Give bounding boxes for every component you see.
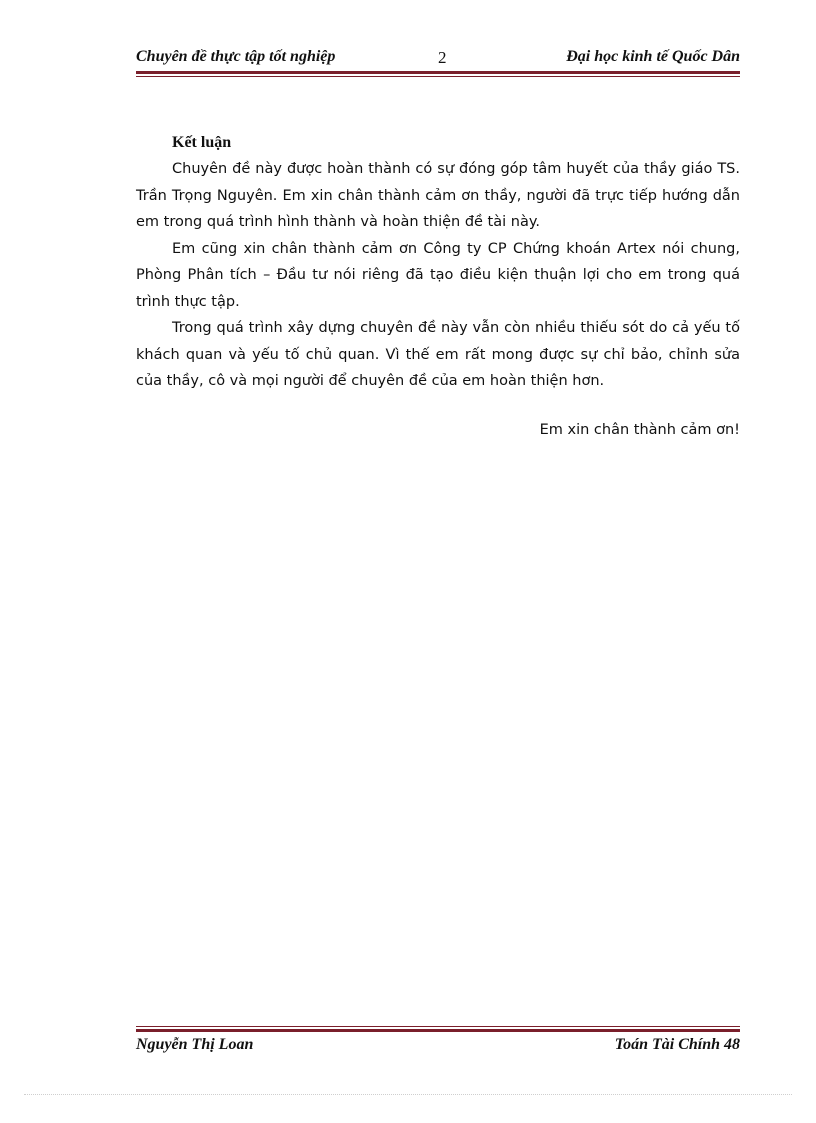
paragraph: Chuyên đề này được hoàn thành có sự đóng góp tâm huyết của thầy giáo TS. Trần Trọng Nguyên. Em xin chân thành cảm ơn thầy, người đã trực tiếp hướng dẫn em trong quá trình hình thành và hoàn thiện đề tài này. xyxy=(136,161,740,230)
footer-rule-thick xyxy=(136,1029,740,1032)
paragraph: Trong quá trình xây dựng chuyên đề này vẫn còn nhiều thiếu sót do cả yếu tố khách quan và yếu tố chủ quan. Vì thế em rất mong được sự chỉ bảo, chỉnh sửa của thầy, cô và mọi người để chuyên đề của em hoàn thiện hơn. xyxy=(136,320,740,389)
page-boundary-line xyxy=(24,1094,792,1095)
header-page-number: 2 xyxy=(438,48,447,67)
paragraph: Em cũng xin chân thành cảm ơn Công ty CP Chứng khoán Artex nói chung, Phòng Phân tích – Đầu tư nói riêng đã tạo điều kiện thuận lợi cho em trong quá trình thực tập. xyxy=(136,240,740,310)
footer-rule-thin xyxy=(136,1026,740,1027)
header-rule-thick xyxy=(136,71,740,74)
closing-line: Em xin chân thành cảm ơn! xyxy=(539,421,740,438)
page-footer xyxy=(136,1036,740,1060)
header-left-title: Chuyên đề thực tập tốt nghiệp xyxy=(136,48,336,65)
section-heading: Kết luận xyxy=(172,134,232,151)
main-content xyxy=(136,130,740,443)
header-rule-thin xyxy=(136,76,740,77)
footer-class: Toán Tài Chính 48 xyxy=(614,1036,740,1053)
header-right-title: Đại học kinh tế Quốc Dân xyxy=(566,48,740,65)
footer-author: Nguyễn Thị Loan xyxy=(136,1036,254,1053)
page-header xyxy=(136,46,740,70)
